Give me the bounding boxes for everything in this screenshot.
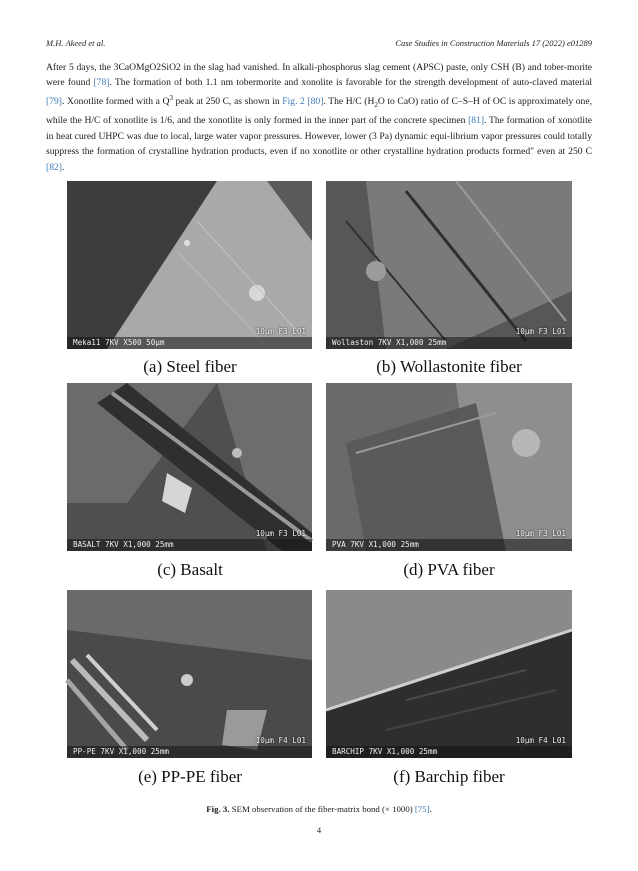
citation-link[interactable]: [81]: [468, 115, 485, 127]
citation-link[interactable]: [79]: [46, 96, 62, 107]
sem-image-barchip-fiber: [326, 590, 572, 758]
page-number: 4: [316, 825, 322, 835]
sem-image-steel-fiber: [67, 181, 312, 349]
panel-caption: (c) Basalt: [157, 560, 223, 579]
running-header-journal: Case Studies in Construction Materials 17 (2022) e01289: [395, 38, 592, 48]
panel-caption: (a) Steel fiber: [143, 357, 237, 376]
sem-image-pp-pe-fiber: [67, 590, 312, 758]
figure-link[interactable]: Fig. 2: [282, 96, 305, 107]
body-paragraph: After 5 days, the 3CaOMgO2SiO2 in the slag had vanished. In alkali-phosphorus slag cement (APSC) paste, only CSH (B) and tober-morite were found [78]. The formation of both 1.1 nm tobermorite and xonolite is favorable for the strength development of auto-claved material [79]. Xonotlite formed with a $Q^3$ peak at 250 C, as shown in Fig. 2 [80]. The H/C ($H_2O$ to CaO) ratio of C–S–H of OC is approximately one, while the H/C of xonotlite is 1/6, and the xonotlite is only formed in the inner part of the concrete specimen [81]. The formation of xonotlite in heat cured UHPC was due to local, large water vapor pressures. However, lower (3 Pa) dynamic equi-librium vapor pressures could totally suppress the formation of crystalline hydration products, even if no xonotlite or other crystalline hydration products formed" even at 250 C [82].: [46, 62, 593, 173]
scale-bar: Meka11 7KV X500 50μm 10μm F3 L01: [67, 337, 312, 349]
citation-link[interactable]: [75]: [414, 804, 430, 814]
sem-image-pva-fiber: [326, 383, 572, 551]
figure-caption: Fig. 3. SEM observation of the fiber-matrix bond (× 1000) [75].: [206, 804, 432, 814]
panel-caption: (b) Wollastonite fiber: [376, 357, 522, 376]
sem-image-basalt: [67, 383, 312, 551]
scale-bar: PP-PE 7KV X1,000 25mm 10μm F4 L01: [67, 746, 312, 758]
panel-caption: (f) Barchip fiber: [393, 767, 505, 786]
running-header-authors: M.H. Akeed et al.: [46, 38, 106, 48]
scale-bar: BARCHIP 7KV X1,000 25mm 10μm F4 L01: [326, 746, 572, 758]
citation-link[interactable]: [82]: [46, 161, 62, 173]
panel-caption: (d) PVA fiber: [403, 560, 495, 579]
panel-caption: (e) PP-PE fiber: [138, 767, 242, 786]
scale-bar: Wollaston 7KV X1,000 25mm 10μm F3 L01: [326, 337, 572, 349]
citation-link[interactable]: [80]: [307, 96, 324, 107]
citation-link[interactable]: [78]: [93, 77, 110, 89]
scale-bar: BASALT 7KV X1,000 25mm 10μm F3 L01: [67, 539, 312, 551]
sem-image-wollastonite-fiber: [326, 181, 572, 349]
scale-bar: PVA 7KV X1,000 25mm 10μm F3 L01: [326, 539, 572, 551]
